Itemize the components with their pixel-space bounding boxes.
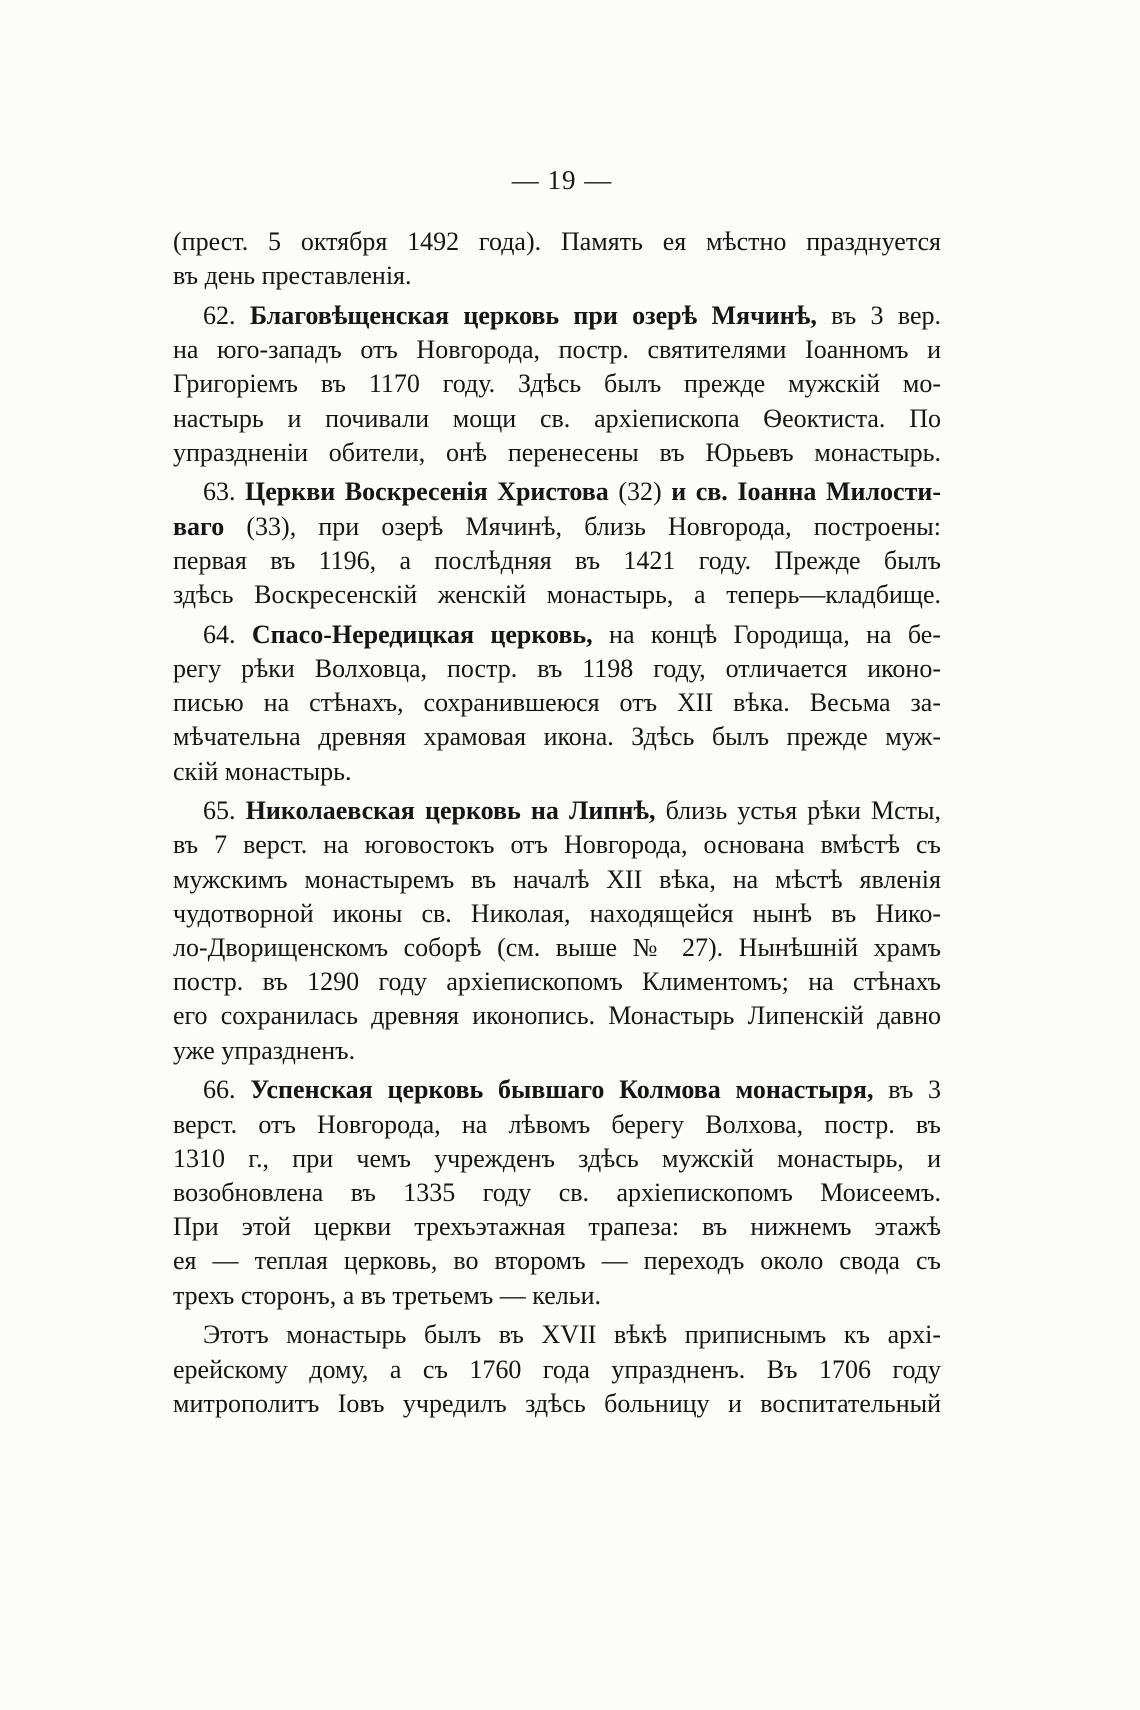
line-text: здѣсь Воскресенскій женскій монастырь, а теперь—кладбище.: [173, 580, 941, 610]
text-line: [173, 794, 941, 828]
entry-63: [173, 475, 941, 612]
paragraph-kolmov-history: [173, 1318, 941, 1421]
church-name: Благовѣщенская церковь при озерѣ Мячинѣ,: [249, 300, 817, 330]
text-line: [173, 367, 941, 401]
line-text: ея — теплая церковь, во второмъ — переходъ около свода съ: [173, 1246, 941, 1276]
text-line: [173, 333, 941, 367]
line-text: въ 7 верст. на юговостокъ отъ Новгорода, основана вмѣстѣ съ: [173, 830, 941, 860]
church-name: ваго: [173, 511, 225, 541]
church-name: и св. Іоанна Милости-: [671, 477, 942, 507]
line-text: въ 3 вер.: [816, 300, 941, 330]
line-text: скій монастырь.: [173, 756, 352, 786]
line-text: на юго-западъ отъ Новгорода, постр. святителями Іоанномъ и: [173, 335, 941, 365]
text-line: [173, 720, 941, 754]
entry-number: 63.: [203, 477, 246, 507]
text-line: [173, 578, 941, 612]
line-text: возобновлена въ 1335 году св. архіепископомъ Моисеемъ.: [173, 1177, 941, 1207]
line-text: Этотъ монастырь былъ въ XVII вѣкѣ приписнымъ къ архі-: [203, 1320, 941, 1350]
line-text: 1310 г., при чемъ учрежденъ здѣсь мужскій монастырь, и: [173, 1143, 941, 1173]
text-line: [173, 618, 941, 652]
line-text: трехъ сторонъ, а въ третьемъ — кельи.: [173, 1280, 602, 1310]
text-line: [173, 1210, 941, 1244]
line-text: постр. въ 1290 году архіепископомъ Климентомъ; на стѣнахъ: [173, 967, 941, 997]
line-text: чудотворной иконы св. Николая, находящейся нынѣ въ Нико-: [173, 898, 941, 928]
line-text: первая въ 1196, а послѣдняя въ 1421 году. Прежде былъ: [173, 545, 941, 575]
line-text: ло-Дворищенскомъ соборѣ (см. выше № 27). Нынѣшній храмъ: [173, 933, 941, 963]
text-line: [173, 1244, 941, 1278]
entry-number: 66.: [203, 1075, 251, 1105]
line-text: уже упраздненъ.: [173, 1035, 356, 1065]
text-line: [173, 259, 941, 293]
text-line: [173, 475, 941, 509]
line-text: въ день преставленія.: [173, 261, 412, 291]
text-line: [173, 897, 941, 931]
text-line: [173, 1279, 941, 1313]
entry-number: 62.: [203, 300, 250, 330]
line-text: Григоріемъ въ 1170 году. Здѣсь былъ прежде мужскій мо-: [173, 369, 941, 399]
text-line: [173, 828, 941, 862]
text-line: [173, 652, 941, 686]
line-text: мѣчательна древняя храмовая икона. Здѣсь былъ прежде муж-: [173, 722, 941, 752]
entry-66: [173, 1073, 941, 1312]
text-line: [173, 755, 941, 789]
text-line: [173, 510, 941, 544]
text-line: [173, 1108, 941, 1142]
line-text: близь устья рѣки Мсты,: [655, 796, 941, 826]
church-name: Николаевская церковь на Липнѣ,: [245, 796, 656, 826]
line-text: верст. отъ Новгорода, на лѣвомъ берегу Волхова, постр. въ: [173, 1109, 941, 1139]
text-line: [173, 1176, 941, 1210]
line-text: мужскимъ монастыремъ въ началѣ XII вѣка, на мѣстѣ явленія: [173, 864, 941, 894]
entry-62: [173, 299, 941, 470]
text-line: [173, 402, 941, 436]
text-line: [173, 965, 941, 999]
entry-64: [173, 618, 941, 789]
text-line: [173, 544, 941, 578]
line-text: При этой церкви трехъэтажная трапеза: въ нижнемъ этажѣ: [173, 1212, 941, 1242]
text-line: [173, 999, 941, 1033]
line-text: на концѣ Городища, на бе-: [592, 619, 942, 649]
text-line: [173, 931, 941, 965]
line-text: его сохранилась древняя иконопись. Монастырь Липенскій давно: [173, 1001, 941, 1031]
text-line: [173, 436, 941, 470]
line-text: (33), при озерѣ Мячинѣ, близь Новгорода, построены:: [224, 511, 941, 541]
text-line: [173, 1073, 941, 1107]
line-text: митрополитъ Іовъ учредилъ здѣсь больницу и воспитательный: [173, 1388, 941, 1418]
text-line: [173, 686, 941, 720]
text-line: [173, 1142, 941, 1176]
page-number: — 19 —: [511, 165, 613, 195]
line-text: регу рѣки Волховца, постр. въ 1198 году, отличается иконо-: [173, 653, 941, 683]
text-line: [173, 1034, 941, 1068]
line-text: (прест. 5 октября 1492 года). Память ея мѣстно празднуется: [173, 227, 941, 256]
line-text: настырь и почивали мощи св. архіепископа Ѳеоктиста. По: [173, 403, 941, 433]
text-line: [173, 863, 941, 897]
paragraph-continuation: [173, 225, 941, 293]
entry-number: 65.: [203, 796, 246, 826]
text-line: [173, 299, 941, 333]
church-name: Успенская церковь бывшаго Колмова монастыря,: [250, 1075, 874, 1105]
text-line: [173, 1318, 941, 1352]
line-text: въ 3: [873, 1075, 941, 1105]
church-name: Спасо-Нередицкая церковь,: [251, 619, 593, 649]
text-line: [173, 1387, 941, 1421]
line-text: упраздненіи обители, онѣ перенесены въ Юрьевъ монастырь.: [173, 437, 941, 467]
entry-number: 64.: [203, 619, 252, 649]
line-text: ерейскому дому, а съ 1760 года упраздненъ. Въ 1706 году: [173, 1354, 941, 1384]
entry-65: [173, 794, 941, 1068]
line-text: писью на стѣнахъ, сохранившеюся отъ XII вѣка. Весьма за-: [173, 688, 941, 718]
page-body: [173, 225, 941, 1421]
text-line: [173, 225, 941, 259]
line-text: (32): [608, 477, 672, 507]
text-line: [173, 1353, 941, 1387]
church-name: Церкви Воскресенія Христова: [245, 477, 609, 507]
